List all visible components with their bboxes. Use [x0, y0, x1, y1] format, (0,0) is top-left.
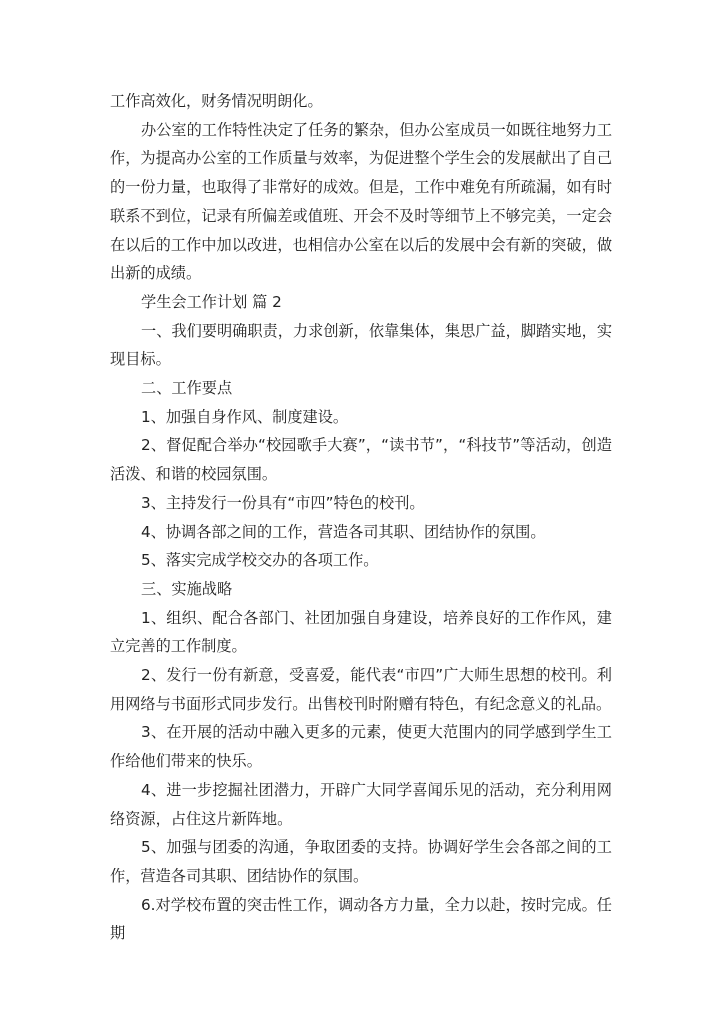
list-item: 1、加强自身作风、制度建设。: [141, 407, 349, 426]
heading-strategy: 三、实施战略: [141, 579, 233, 598]
paragraph-office-summary: 办公室的工作特性决定了任务的繁杂，但办公室成员一如既往地努力工作，为提高办公室的工作质量与效率，为促进整个学生会的发展献出了自己的一份力量，也取得了非常好的成效。但是，工作中难免有所疏漏，如有时联系不到位，记录有所偏差或值班、开会不及时等细节上不够完美，一定会在以后的工作中加以改进，也相信办公室在以后的发展中会有新的突破，做出新的成绩。: [110, 120, 612, 283]
section-title: 学生会工作计划 篇 2: [141, 292, 282, 311]
list-item: 2、发行一份有新意，受喜爱，能代表“市四”广大师生思想的校刊。利用网络与书面形式同步发行。出售校刊时附赠有特色，有纪念意义的礼品。: [110, 666, 612, 713]
list-item: 2、督促配合举办“校园歌手大赛”，“读书节”，“科技节”等活动，创造活泼、和谐的校园氛围。: [110, 436, 612, 484]
paragraph-continuation: 工作高效化，财务情况明朗化。: [110, 92, 323, 110]
list-item: 6.对学校布置的突击性工作，调动各方力量，全力以赴，按时完成。任期: [110, 895, 612, 943]
list-item: 4、协调各部之间的工作，营造各司其职、团结协作的氛围。: [141, 522, 546, 541]
list-item: 4、进一步挖掘社团潜力，开辟广大同学喜闻乐见的活动，充分利用网络资源，占住这片新阵地。: [110, 780, 612, 828]
paragraph-goals: 一、我们要明确职责，力求创新，依靠集体，集思广益，脚踏实地，实现目标。: [110, 321, 612, 369]
heading-work-points: 二、工作要点: [141, 379, 233, 398]
list-item: 3、主持发行一份具有“市四”特色的校刊。: [141, 493, 425, 512]
list-item: 1、组织、配合各部门、社团加强自身建设，培养良好的工作作风，建立完善的工作制度。: [110, 608, 612, 656]
list-item: 5、落实完成学校交办的各项工作。: [141, 551, 379, 570]
list-item: 5、加强与团委的沟通，争取团委的支持。协调好学生会各部之间的工作，营造各司其职、团结协作的氛围。: [110, 838, 612, 885]
list-item: 3、在开展的活动中融入更多的元素，使更大范围内的同学感到学生工作给他们带来的快乐。: [110, 723, 612, 771]
document-page: [110, 87, 612, 948]
